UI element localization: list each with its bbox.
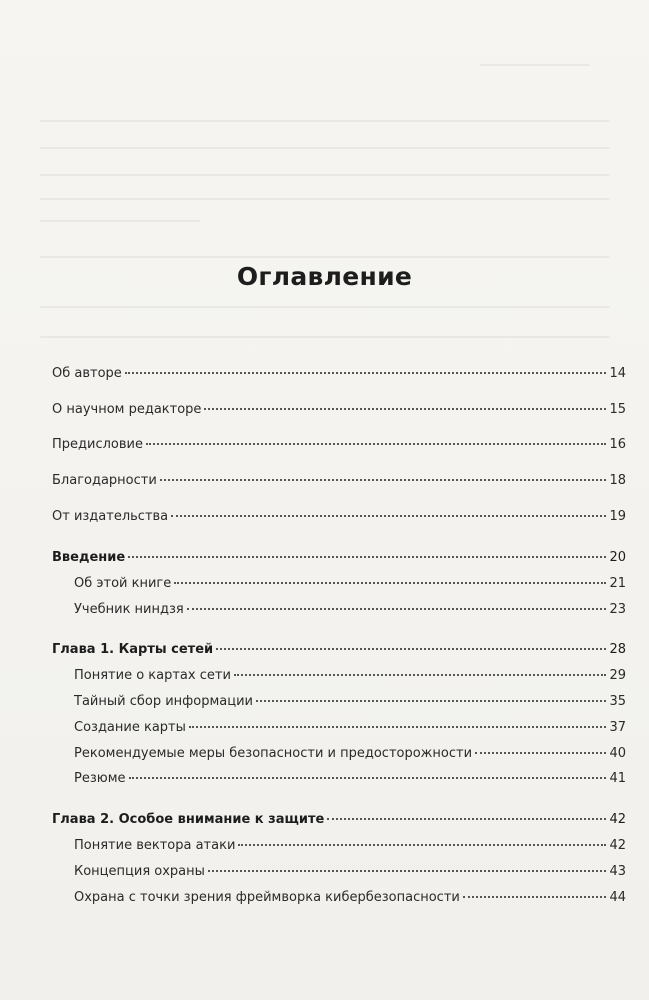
show-through-line [40, 198, 610, 200]
toc-entry-chapter-2[interactable] [52, 810, 626, 830]
toc-entry-label: О научном редакторе [52, 402, 202, 417]
show-through-line [40, 306, 610, 308]
toc-page-number: 40 [609, 746, 626, 761]
toc-page-number: 37 [609, 720, 626, 735]
toc-leader-dots [129, 776, 607, 779]
toc-leader-dots [463, 895, 607, 898]
toc-page-number: 29 [609, 668, 626, 683]
toc-leader-dots [216, 647, 606, 650]
toc-page-number: 23 [609, 602, 626, 617]
show-through-line [40, 336, 610, 338]
toc-entry-ninja-textbook[interactable] [74, 600, 626, 620]
show-through-line [480, 64, 590, 66]
toc-page-number: 21 [609, 576, 626, 591]
toc-leader-dots [189, 725, 607, 728]
toc-entry-network-maps-concept[interactable] [74, 666, 626, 686]
toc-entry-preface[interactable] [52, 435, 626, 455]
toc-leader-dots [174, 581, 606, 584]
toc-page-number: 43 [609, 864, 626, 879]
toc-leader-dots [171, 514, 606, 517]
toc-entry-label: Введение [52, 550, 126, 565]
toc-page-number: 15 [609, 402, 626, 417]
toc-entry-label: Рекомендуемые меры безопасности и предосторожности [74, 746, 473, 761]
toc-entry-label: Глава 2. Особое внимание к защите [52, 812, 325, 827]
toc-leader-dots [146, 442, 606, 445]
toc-entry-label: Резюме [74, 771, 126, 786]
show-through-line [40, 147, 610, 149]
toc-leader-dots [238, 843, 606, 846]
toc-entry-recommended-measures[interactable] [74, 744, 626, 764]
toc-entry-label: Концепция охраны [74, 864, 205, 879]
toc-entry-science-editor[interactable] [52, 400, 626, 420]
toc-page-number: 41 [609, 771, 626, 786]
toc-entry-label: Благодарности [52, 473, 157, 488]
toc-entry-label: Создание карты [74, 720, 186, 735]
toc-leader-dots [327, 817, 606, 820]
toc-entry-about-book[interactable] [74, 574, 626, 594]
toc-leader-dots [204, 407, 606, 410]
toc-entry-guard-framework[interactable] [74, 888, 626, 908]
toc-page-number: 42 [609, 812, 626, 827]
toc-leader-dots [128, 555, 606, 558]
toc-entry-acknowledgements[interactable] [52, 471, 626, 491]
toc-leader-dots [125, 371, 607, 374]
toc-leader-dots [208, 869, 607, 872]
show-through-line [40, 174, 610, 176]
toc-page-number: 18 [609, 473, 626, 488]
toc-entry-label: Понятие вектора атаки [74, 838, 236, 853]
toc-entry-label: Предисловие [52, 437, 143, 452]
toc-page-number: 20 [609, 550, 626, 565]
toc-entry-guard-concept[interactable] [74, 862, 626, 882]
toc-entry-label: Понятие о картах сети [74, 668, 231, 683]
toc-entry-label: Об этой книге [74, 576, 172, 591]
toc-entry-label: Тайный сбор информации [74, 694, 253, 709]
toc-entry-label: Об авторе [52, 366, 122, 381]
page-title: Оглавление [236, 262, 413, 291]
toc-entry-from-publisher[interactable] [52, 507, 626, 527]
toc-page-number: 44 [609, 890, 626, 905]
toc-entry-map-creation[interactable] [74, 718, 626, 738]
toc-page-number: 35 [609, 694, 626, 709]
toc-entry-covert-info-gathering[interactable] [74, 692, 626, 712]
toc-entry-label: Охрана с точки зрения фреймворка кибербезопасности [74, 890, 460, 905]
toc-page-number: 14 [609, 366, 626, 381]
toc-entry-label: Учебник ниндзя [74, 602, 184, 617]
toc-entry-attack-vector[interactable] [74, 836, 626, 856]
show-through-line [40, 256, 610, 258]
toc-entry-introduction[interactable] [52, 548, 626, 568]
toc-leader-dots [256, 699, 606, 702]
toc-page-number: 16 [609, 437, 626, 452]
show-through-line [40, 220, 200, 222]
toc-leader-dots [187, 607, 607, 610]
toc-entry-about-author[interactable] [52, 364, 626, 384]
toc-leader-dots [234, 673, 607, 676]
toc-page-number: 28 [609, 642, 626, 657]
toc-entry-chapter-1[interactable] [52, 640, 626, 660]
toc-leader-dots [160, 478, 607, 481]
show-through-line [40, 120, 610, 122]
toc-entry-label: Глава 1. Карты сетей [52, 642, 214, 657]
toc-entry-label: От издательства [52, 509, 169, 524]
toc-entry-summary[interactable] [74, 769, 626, 789]
toc-page-number: 42 [609, 838, 626, 853]
toc-page-number: 19 [609, 509, 626, 524]
toc-leader-dots [475, 751, 606, 754]
